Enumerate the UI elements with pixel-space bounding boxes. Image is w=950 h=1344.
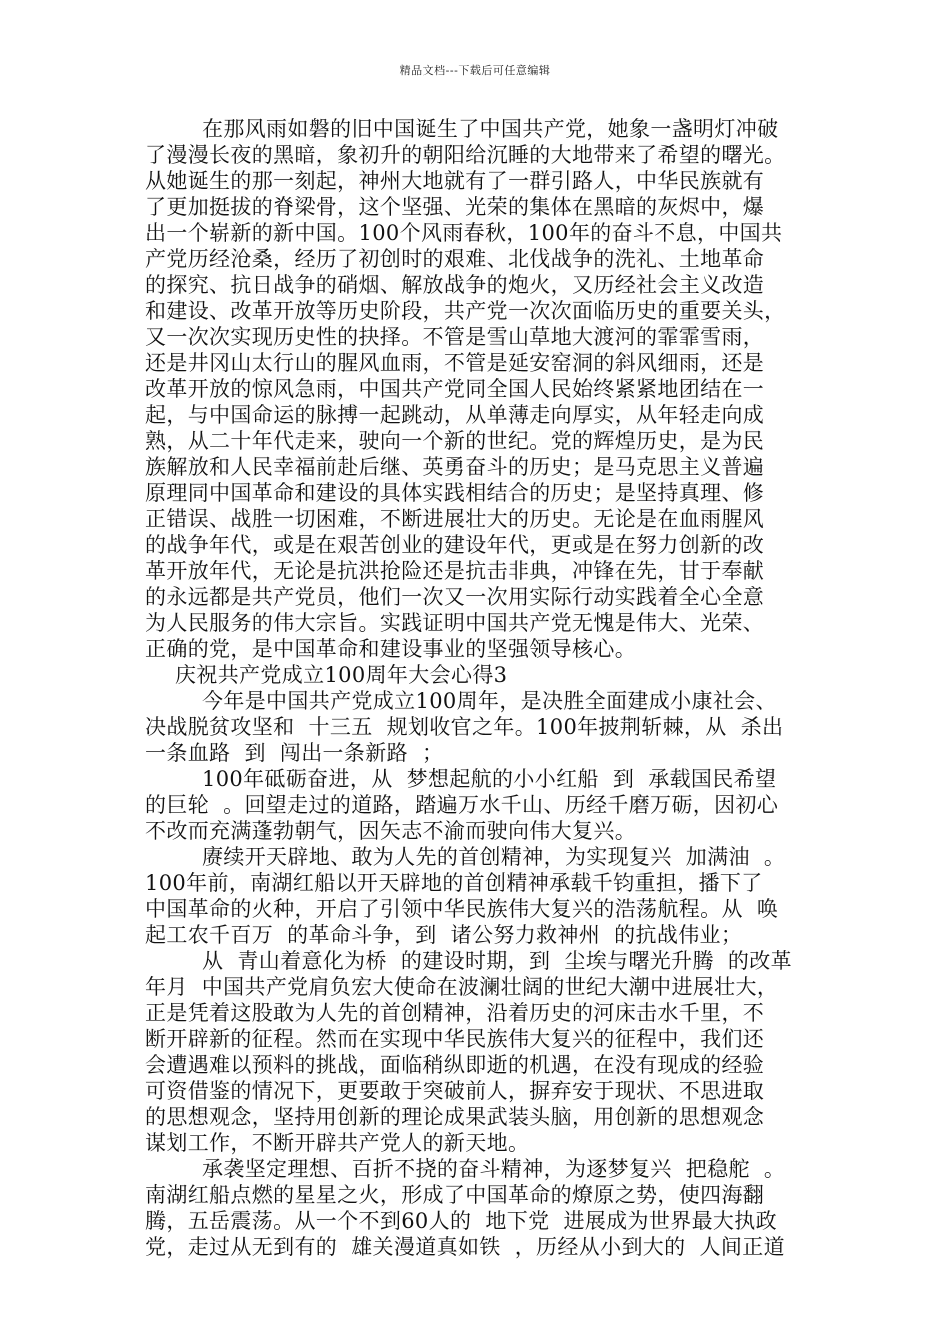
text-line: 正确的党，是中国革命和建设事业的坚强领导核心。 — [145, 637, 637, 661]
text-line: 今年是中国共产党成立100周年，是决胜全面建成小康社会、 — [202, 689, 777, 713]
text-line: 断开辟新的征程。然而在实现中华民族伟大复兴的征程中，我们还 — [145, 1027, 765, 1051]
text-line: 100年砥砺奋进，从 梦想起航的小小红船 到 承载国民希望 — [202, 767, 777, 791]
text-line: 原理同中国革命和建设的具体实践相结合的历史；是坚持真理、修 — [145, 481, 765, 505]
text-line: 起，与中国命运的脉搏一起跳动，从单薄走向厚实，从年轻走向成 — [145, 403, 765, 427]
text-line: 正是凭着这股敢为人先的首创精神，沿着历史的河床击水千里，不 — [145, 1001, 765, 1025]
text-line: 了漫漫长夜的黑暗，象初升的朝阳给沉睡的大地带来了希望的曙光。 — [145, 143, 786, 167]
text-line: 决战脱贫攻坚和 十三五 规划收官之年。100年披荆斩棘，从 杀出 — [145, 715, 784, 739]
paragraph-struggle-spirit — [145, 1156, 817, 1260]
text-line: 不改而充满蓬勃朝气，因矢志不渝而驶向伟大复兴。 — [145, 819, 637, 843]
paragraph-reform-era — [145, 948, 817, 1156]
text-line: 党，走过从无到有的 雄关漫道真如铁 ，历经从小到大的 人间正道 — [145, 1235, 785, 1259]
text-line: 100年前，南湖红船以开天辟地的首创精神承载千钧重担，播下了 — [145, 871, 763, 895]
paragraph-party-history — [145, 116, 817, 662]
text-line: 产党历经沧桑，经历了初创时的艰难、北伐战争的洗礼、土地革命 — [145, 247, 765, 271]
text-line: 承袭坚定理想、百折不挠的奋斗精神，为逐梦复兴 把稳舵 。 — [202, 1157, 786, 1181]
text-line: 腾，五岳震荡。从一个不到60人的 地下党 进展成为世界最大执政 — [145, 1209, 777, 1233]
paragraph-centenary — [145, 688, 817, 766]
text-line: 从她诞生的那一刻起，神州大地就有了一群引路人，中华民族就有 — [145, 169, 765, 193]
text-line: 中国革命的火种，开启了引领中华民族伟大复兴的浩荡航程。从 唤 — [145, 897, 779, 921]
text-line: 又一次次实现历史性的抉择。不管是雪山草地大渡河的霏霏雪雨， — [145, 325, 765, 349]
text-line: 革开放年代，无论是抗洪抢险还是抗击非典，冲锋在先，甘于奉献 — [145, 559, 765, 583]
text-line: 的战争年代，或是在艰苦创业的建设年代，更或是在努力创新的改 — [145, 533, 765, 557]
text-line: 的探究、抗日战争的硝烟、解放战争的炮火，又历经社会主义改造 — [145, 273, 765, 297]
paragraph-pioneering-spirit — [145, 844, 817, 948]
paragraph-red-boat — [145, 766, 817, 844]
text-line: 南湖红船点燃的星星之火，形成了中国革命的燎原之势，使四海翻 — [145, 1183, 765, 1207]
text-line: 了更加挺拔的脊梁骨，这个坚强、光荣的集体在黑暗的灰烬中，爆 — [145, 195, 765, 219]
text-line: 在那风雨如磐的旧中国诞生了中国共产党，她象一盏明灯冲破 — [202, 117, 779, 141]
text-line: 为人民服务的伟大宗旨。实践证明中国共产党无愧是伟大、光荣、 — [145, 611, 765, 635]
section-title: 庆祝共产党成立100周年大会心得3 — [175, 663, 508, 687]
text-line: 的巨轮 。回望走过的道路，踏遍万水千山、历经千磨万砺，因初心 — [145, 793, 779, 817]
text-line: 从 青山着意化为桥 的建设时期，到 尘埃与曙光升腾 的改革 — [202, 949, 792, 973]
text-line: 出一个崭新的新中国。100个风雨春秋，100年的奋斗不息，中国共 — [145, 221, 783, 245]
text-line: 可资借鉴的情况下，更要敢于突破前人，摒弃安于现状、不思进取 — [145, 1079, 765, 1103]
text-line: 年月 中国共产党肩负宏大使命在波澜壮阔的世纪大潮中进展壮大， — [145, 975, 779, 999]
text-line: 谋划工作，不断开辟共产党人的新天地。 — [145, 1131, 530, 1155]
page-header: 精品文档---下载后可任意编辑 — [399, 64, 551, 77]
section-heading — [145, 662, 817, 688]
text-line: 还是井冈山太行山的腥风血雨，不管是延安窑洞的斜风细雨，还是 — [145, 351, 765, 375]
text-line: 的思想观念，坚持用创新的理论成果武装头脑，用创新的思想观念 — [145, 1105, 765, 1129]
document-body — [145, 116, 817, 1260]
text-line: 熟，从二十年代走来，驶向一个新的世纪。党的辉煌历史，是为民 — [145, 429, 765, 453]
text-line: 族解放和人民幸福前赴后继、英勇奋斗的历史；是马克思主义普遍 — [145, 455, 765, 479]
text-line: 会遭遇难以预料的挑战，面临稍纵即逝的机遇，在没有现成的经验 — [145, 1053, 765, 1077]
text-line: 正错误、战胜一切困难，不断进展壮大的历史。无论是在血雨腥风 — [145, 507, 765, 531]
text-line: 一条血路 到 闯出一条新路 ； — [145, 741, 444, 765]
text-line: 的永远都是共产党员，他们一次又一次用实际行动实践着全心全意 — [145, 585, 765, 609]
text-line: 起工农千百万 的革命斗争，到 诸公努力救神州 的抗战伟业； — [145, 923, 743, 947]
text-line: 赓续开天辟地、敢为人先的首创精神，为实现复兴 加满油 。 — [202, 845, 786, 869]
text-line: 和建设、改革开放等历史阶段，共产党一次次面临历史的重要关头， — [145, 299, 786, 323]
text-line: 改革开放的惊风急雨，中国共产党同全国人民始终紧紧地团结在一 — [145, 377, 765, 401]
